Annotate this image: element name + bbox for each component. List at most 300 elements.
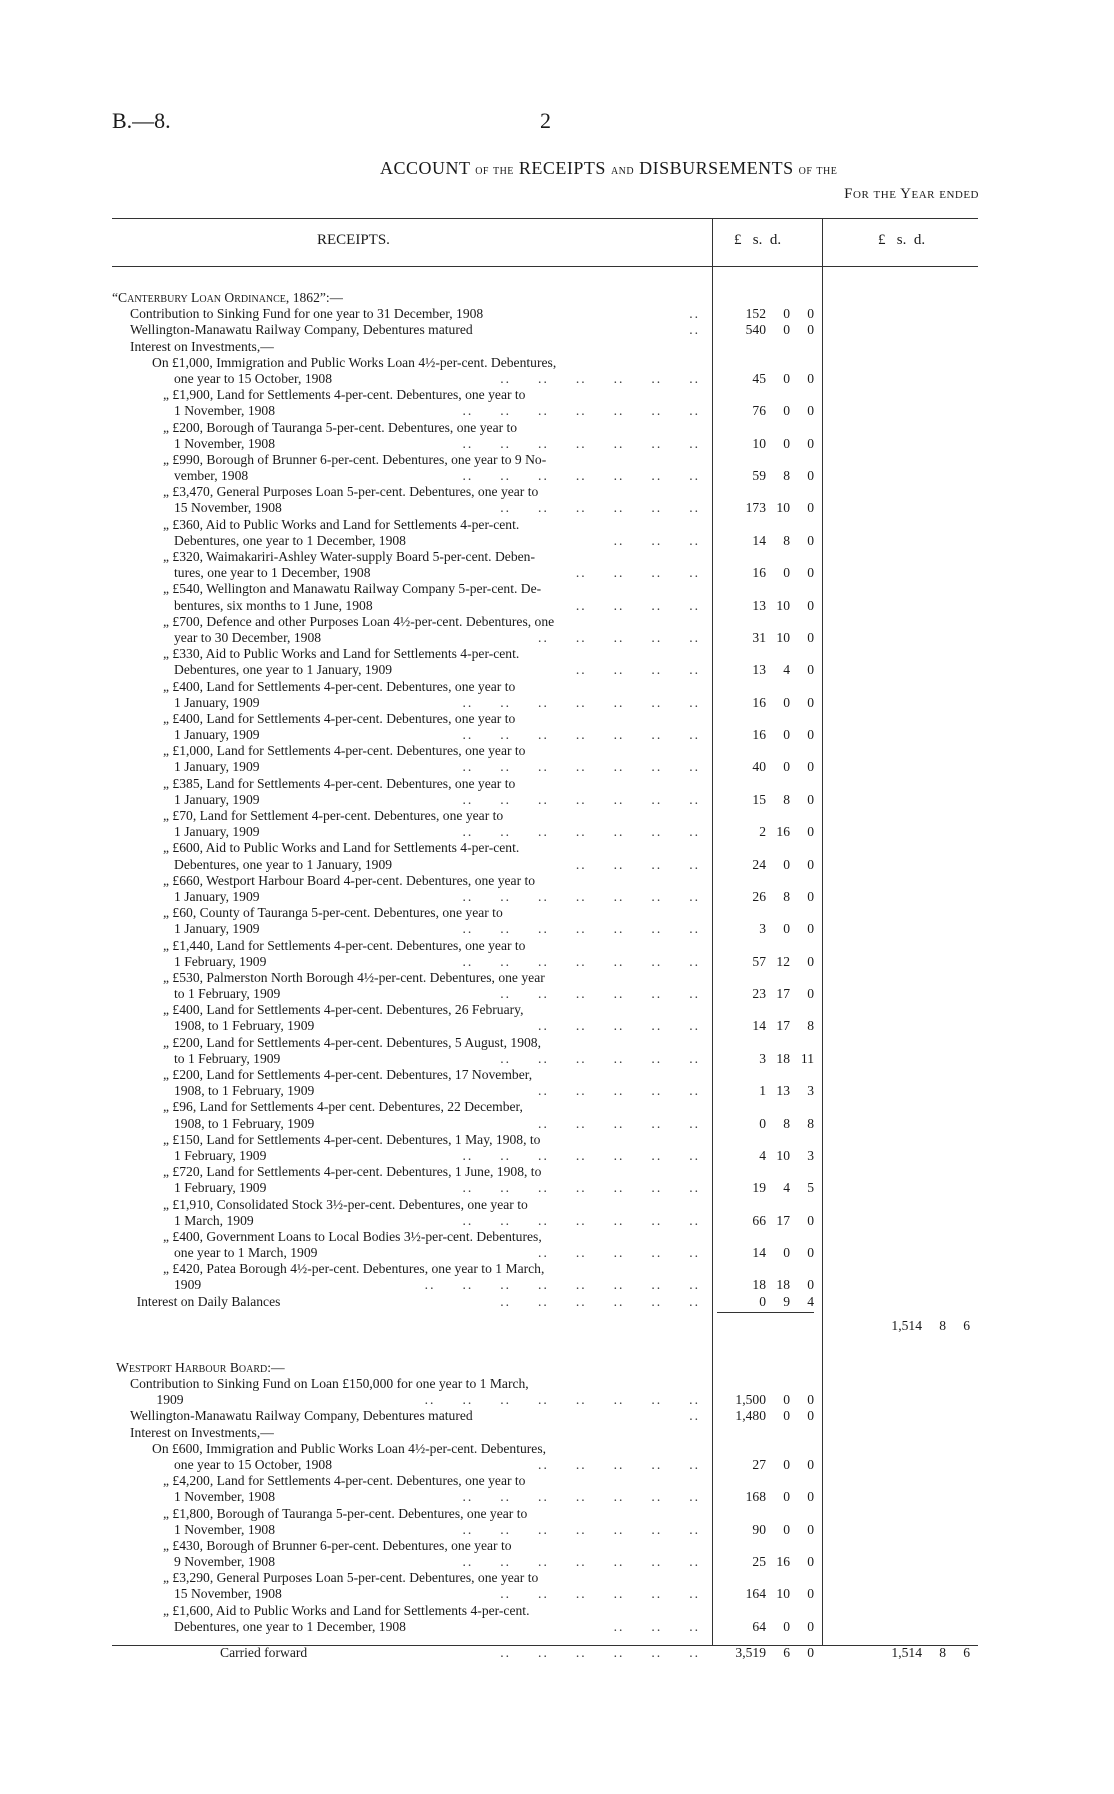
section-heading-text: “Canterbury Loan Ordinance, 1862”:— — [112, 290, 344, 305]
leader-dots: .. — [689, 306, 700, 322]
amount-pounds: 23 — [752, 986, 766, 1002]
amount — [717, 1180, 814, 1196]
leader-dots: .. .. .. .. — [575, 597, 700, 613]
ledger-row — [112, 1586, 978, 1602]
amount-shillings: 0 — [783, 1618, 790, 1634]
ledger-row-description — [174, 1554, 708, 1570]
amount-pounds: 40 — [752, 759, 766, 775]
ledger-row-description — [163, 646, 708, 662]
ledger-row-text: year to 30 December, 1908 — [174, 629, 322, 645]
amount-shillings: 0 — [783, 403, 790, 419]
amount-shillings: 0 — [783, 727, 790, 743]
page-number: 2 — [540, 108, 551, 133]
ledger-row — [112, 1554, 978, 1570]
ledger-row-text: „ £60, County of Tauranga 5-per-cent. Debentures, one year to — [163, 905, 503, 921]
leader-dots: .. — [689, 1408, 700, 1424]
amount-shillings: 8 — [783, 888, 790, 904]
leader-dots: .. .. .. .. .. .. .. — [462, 1489, 700, 1505]
amount — [717, 306, 814, 322]
ledger-row — [112, 808, 978, 824]
leader-dots: .. .. .. — [613, 532, 700, 548]
amount-pounds: 16 — [752, 694, 766, 710]
receipts-table — [112, 218, 978, 1660]
ledger-row — [112, 1067, 978, 1083]
leader-dots: .. .. .. .. .. .. — [500, 1586, 700, 1602]
ledger-row-description — [163, 484, 708, 500]
amount-pence: 0 — [807, 1392, 814, 1408]
ledger-row — [112, 662, 978, 678]
leader-dots: .. .. .. .. .. .. .. — [462, 694, 700, 710]
ledger-row — [112, 549, 978, 565]
amount-pence: 0 — [807, 597, 814, 613]
amount-pounds: 1,480 — [735, 1408, 766, 1424]
ledger-row-text: „ £700, Defence and other Purposes Loan 4½-per-cent. Debentures, one — [163, 613, 555, 629]
ledger-row-text: Contribution to Sinking Fund for one year to 31 December, 1908 — [130, 306, 484, 322]
amount-pence: 11 — [800, 1050, 814, 1066]
amount-pence: 0 — [807, 1245, 814, 1261]
amount-pounds: 19 — [752, 1180, 766, 1196]
leader-dots: .. .. .. .. .. — [538, 1018, 700, 1034]
ledger-row-text: Contribution to Sinking Fund on Loan £150,000 for one year to 1 March, — [130, 1376, 529, 1391]
ledger-row — [112, 387, 978, 403]
ledger-row-description — [163, 1570, 708, 1586]
ledger-row-description — [163, 1603, 708, 1619]
leader-dots: .. .. .. .. .. .. .. — [462, 1554, 700, 1570]
amount-pence: 0 — [807, 856, 814, 872]
ledger-row-text: 1909 — [174, 1277, 202, 1293]
carried-forward-amount — [717, 1645, 814, 1661]
amount-pounds: 13 — [752, 597, 766, 613]
leader-dots: .. — [689, 322, 700, 338]
ledger-row-description — [174, 921, 708, 937]
ledger-row-description — [174, 695, 708, 711]
amount — [717, 1213, 814, 1229]
amount-pence: 5 — [807, 1180, 814, 1196]
ledger-row-text: 1 January, 1909 — [174, 888, 260, 904]
amount-pounds: 13 — [752, 662, 766, 678]
amount-shillings: 16 — [776, 824, 790, 840]
ledger-row-text: „ £385, Land for Settlements 4-per-cent. Debentures, one year to — [163, 775, 516, 791]
ledger-row-text: „ £1,910, Consolidated Stock 3½-per-cent. Debentures, one year to — [163, 1196, 528, 1212]
amount-pence: 0 — [807, 468, 814, 484]
amount-pounds: 168 — [745, 1489, 766, 1505]
amount-pounds: 0 — [759, 1293, 766, 1309]
carried-forward-total — [848, 1645, 970, 1661]
amount-pounds: 14 — [752, 1245, 766, 1261]
amount-pence: 0 — [807, 306, 814, 322]
spacer — [112, 1336, 978, 1360]
total-column-header: £ s. d. — [878, 232, 926, 248]
amount — [717, 1245, 814, 1261]
leader-dots: .. .. .. .. .. .. — [500, 1050, 700, 1066]
amount-pence: 8 — [807, 1018, 814, 1034]
ledger-row-description — [163, 1035, 708, 1051]
amount-shillings: 17 — [776, 1018, 790, 1034]
leader-dots: .. .. .. .. .. .. .. — [462, 824, 700, 840]
ledger-row — [112, 322, 978, 338]
ledger-row-description — [174, 1116, 708, 1132]
carried-forward-total-pounds: 1,514 — [891, 1645, 922, 1660]
ledger-row-text: one year to 15 October, 1908 — [174, 370, 333, 386]
leader-dots: .. .. .. .. .. .. .. — [462, 468, 700, 484]
ledger-row — [112, 1570, 978, 1586]
ledger-row-description — [174, 598, 708, 614]
amount-pence: 0 — [807, 791, 814, 807]
section-total — [848, 1318, 970, 1334]
ledger-row — [112, 1261, 978, 1277]
amount-pence: 0 — [807, 1521, 814, 1537]
leader-dots: .. .. .. .. .. .. — [500, 986, 700, 1002]
amount-pence: 0 — [807, 1277, 814, 1293]
ledger-row — [112, 711, 978, 727]
ledger-row-description — [174, 436, 708, 452]
amount-pounds: 15 — [752, 791, 766, 807]
leader-dots: .. .. .. .. — [575, 565, 700, 581]
table-header-rule — [112, 266, 978, 267]
ledger-row — [112, 679, 978, 695]
amount — [717, 533, 814, 549]
ledger-row — [112, 970, 978, 986]
ledger-row-description — [174, 533, 708, 549]
ledger-row-description — [130, 1376, 708, 1392]
ledger-row — [112, 517, 978, 533]
ledger-row-description — [174, 1180, 708, 1196]
carried-forward-amount-pence: 0 — [807, 1645, 814, 1660]
amount-pence: 0 — [807, 694, 814, 710]
ledger-row — [112, 1229, 978, 1245]
amount-shillings: 0 — [783, 306, 790, 322]
document-reference: B.—8. — [112, 108, 171, 133]
ledger-row — [112, 1245, 978, 1261]
ledger-row — [112, 598, 978, 614]
amount-shillings: 8 — [783, 468, 790, 484]
ledger-row-text: 1 January, 1909 — [174, 759, 260, 775]
ledger-row — [112, 468, 978, 484]
amount-shillings: 4 — [783, 1180, 790, 1196]
amount — [717, 1051, 814, 1067]
ledger-row-text: „ £96, Land for Settlements 4-per cent. Debentures, 22 December, — [163, 1099, 523, 1115]
ledger-row — [112, 371, 978, 387]
ledger-row-text: „ £720, Land for Settlements 4-per-cent. Debentures, 1 June, 1908, to — [163, 1164, 542, 1180]
ledger-row — [112, 1083, 978, 1099]
amount-pounds: 2 — [759, 824, 766, 840]
leader-dots: .. .. .. .. .. — [538, 1245, 700, 1261]
ledger-row-text: 1 November, 1908 — [174, 1489, 276, 1505]
amount-pounds: 31 — [752, 629, 766, 645]
ledger-row-description — [163, 711, 708, 727]
ledger-row-text: one year to 1 March, 1909 — [174, 1245, 318, 1261]
ledger-row-description — [174, 759, 708, 775]
ledger-row — [112, 1457, 978, 1473]
amount-shillings: 18 — [776, 1050, 790, 1066]
amount-pence: 0 — [807, 662, 814, 678]
amount — [717, 500, 814, 516]
carried-forward-total-pence: 6 — [963, 1645, 970, 1660]
ledger-row-description — [174, 1457, 708, 1473]
ledger-row-text: „ £3,470, General Purposes Loan 5-per-cent. Debentures, one year to — [163, 484, 539, 500]
ledger-row — [112, 1002, 978, 1018]
subtotal-row — [112, 1310, 978, 1336]
amount-pence: 0 — [807, 322, 814, 338]
amount-shillings: 9 — [783, 1293, 790, 1309]
ledger-row — [112, 1294, 978, 1310]
ledger-row-description — [174, 1619, 708, 1635]
amount-pence: 0 — [807, 1489, 814, 1505]
ledger-row — [112, 1538, 978, 1554]
amount — [717, 921, 814, 937]
ledger-row-description — [163, 517, 708, 533]
ledger-row-text: 1909 — [156, 1392, 184, 1408]
ledger-row-description — [130, 339, 708, 355]
ledger-row-description — [152, 355, 708, 371]
amount — [717, 630, 814, 646]
amount — [717, 695, 814, 711]
ledger-row-description — [174, 1213, 708, 1229]
amount — [717, 322, 814, 338]
leader-dots: .. .. .. .. .. .. .. — [462, 921, 700, 937]
ledger-row-description — [174, 954, 708, 970]
ledger-row — [112, 743, 978, 759]
ledger-row — [112, 1277, 978, 1293]
leader-dots: .. .. .. .. .. .. — [500, 500, 700, 516]
ledger-row-description — [163, 1229, 708, 1245]
ledger-row — [112, 646, 978, 662]
ledger-row-text: „ £540, Wellington and Manawatu Railway Company 5-per-cent. De- — [163, 581, 542, 597]
ledger-row-text: „ £1,440, Land for Settlements 4-per-cent. Debentures, one year to — [163, 937, 526, 953]
ledger-row-description — [163, 420, 708, 436]
ledger-row-description — [156, 1392, 708, 1408]
amount-pounds: 540 — [745, 322, 766, 338]
amount-shillings: 10 — [776, 1147, 790, 1163]
amount-shillings: 0 — [783, 322, 790, 338]
amount-pence: 0 — [807, 1212, 814, 1228]
ledger-row-text: „ £320, Waimakariri-Ashley Water-supply Board 5-per-cent. Deben- — [163, 549, 535, 564]
ledger-row-text: 1 January, 1909 — [174, 694, 260, 710]
amount-shillings: 0 — [783, 1521, 790, 1537]
amount-pounds: 4 — [759, 1147, 766, 1163]
amount — [717, 857, 814, 873]
ledger-row — [112, 565, 978, 581]
ledger-row-text: „ £200, Land for Settlements 4-per-cent. Debentures, 5 August, 1908, — [163, 1034, 541, 1050]
amount — [717, 565, 814, 581]
amount-pounds: 24 — [752, 856, 766, 872]
amount — [717, 1554, 814, 1570]
amount-shillings: 0 — [783, 759, 790, 775]
amount — [717, 727, 814, 743]
ledger-row-text: 1 January, 1909 — [174, 921, 260, 937]
amount-pounds: 26 — [752, 888, 766, 904]
ledger-row-text: „ £150, Land for Settlements 4-per-cent. Debentures, 1 May, 1908, to — [163, 1131, 541, 1147]
ledger-row-description — [163, 743, 708, 759]
ledger-row-text: On £1,000, Immigration and Public Works Loan 4½-per-cent. Debentures, — [152, 354, 557, 370]
amount-pence: 0 — [807, 1586, 814, 1602]
ledger-row-description — [174, 1083, 708, 1099]
ledger-row-description — [174, 1489, 708, 1505]
amount-shillings: 10 — [776, 597, 790, 613]
ledger-row — [112, 954, 978, 970]
carried-forward-total-shillings: 8 — [939, 1645, 946, 1660]
ledger-row-text: 1908, to 1 February, 1909 — [174, 1018, 315, 1034]
ledger-row-text: Interest on Investments,— — [130, 338, 274, 354]
amount — [717, 986, 814, 1002]
ledger-row-description — [174, 371, 708, 387]
amount — [717, 1083, 814, 1099]
amount — [717, 403, 814, 419]
amount — [717, 824, 814, 840]
amount-pounds: 25 — [752, 1554, 766, 1570]
amount-pence: 0 — [807, 565, 814, 581]
ledger-row — [112, 1164, 978, 1180]
ledger-row-text: „ £1,900, Land for Settlements 4-per-cent. Debentures, one year to — [163, 387, 526, 403]
ledger-row — [112, 1213, 978, 1229]
leader-dots: .. .. .. .. .. .. .. — [462, 403, 700, 419]
ledger-row-description — [174, 824, 708, 840]
ledger-row — [112, 840, 978, 856]
amount-pounds: 27 — [752, 1456, 766, 1472]
leader-dots: .. .. .. — [613, 1618, 700, 1634]
ledger-row — [112, 1489, 978, 1505]
leader-dots: .. .. .. .. .. .. — [500, 1645, 700, 1660]
ledger-row-text: bentures, six months to 1 June, 1908 — [174, 597, 373, 613]
ledger-row-text: Debentures, one year to 1 January, 1909 — [174, 856, 393, 872]
ledger-row-text: „ £400, Land for Settlements 4-per-cent. Debentures, 26 February, — [163, 1002, 524, 1018]
ledger-row — [112, 1148, 978, 1164]
amount-pounds: 173 — [745, 500, 766, 516]
amount-shillings: 0 — [783, 1456, 790, 1472]
ledger-row-description — [174, 1148, 708, 1164]
ledger-row — [112, 355, 978, 371]
ledger-row — [112, 500, 978, 516]
ledger-row — [112, 436, 978, 452]
amount — [717, 1522, 814, 1538]
amount — [717, 1408, 814, 1424]
amount-shillings: 0 — [783, 1489, 790, 1505]
ledger-row — [112, 1425, 978, 1441]
carried-forward-label — [220, 1645, 708, 1661]
ledger-row — [112, 873, 978, 889]
ledger-row-description — [174, 727, 708, 743]
ledger-row — [112, 484, 978, 500]
ledger-row-description — [163, 1473, 708, 1489]
ledger-row — [112, 1473, 978, 1489]
ledger-row-description — [174, 792, 708, 808]
ledger-row-text: „ £200, Borough of Tauranga 5-per-cent. Debentures, one year to — [163, 419, 518, 435]
ledger-row-description — [163, 1002, 708, 1018]
amount — [717, 1392, 814, 1408]
ledger-row-description — [163, 905, 708, 921]
ledger-row-description — [163, 452, 708, 468]
leader-dots: .. .. .. .. .. .. .. — [462, 953, 700, 969]
ledger-row — [112, 1018, 978, 1034]
amount-pounds: 10 — [752, 435, 766, 451]
amount-shillings: 0 — [783, 1408, 790, 1424]
amount-shillings: 0 — [783, 694, 790, 710]
ledger-row-description — [130, 1425, 708, 1441]
amount — [717, 792, 814, 808]
ledger-row-description — [174, 1586, 708, 1602]
amount — [717, 662, 814, 678]
ledger-row — [112, 1051, 978, 1067]
ledger-row-text: 1 February, 1909 — [174, 953, 267, 969]
amount-pounds: 66 — [752, 1212, 766, 1228]
section-total-pounds: 1,514 — [891, 1317, 922, 1333]
amount-pence: 0 — [807, 500, 814, 516]
amount-shillings: 17 — [776, 1212, 790, 1228]
amount-pounds: 76 — [752, 403, 766, 419]
ledger-row-text: On £600, Immigration and Public Works Loan 4½-per-cent. Debentures, — [152, 1440, 547, 1456]
amount-pence: 0 — [807, 953, 814, 969]
amount-pounds: 45 — [752, 370, 766, 386]
amount-shillings: 0 — [783, 856, 790, 872]
amount — [717, 1294, 814, 1310]
ledger-row-description — [163, 970, 708, 986]
subtotal-rule-line — [717, 1312, 814, 1313]
amount-pounds: 90 — [752, 1521, 766, 1537]
ledger-row-description — [174, 857, 708, 873]
amount-pence: 0 — [807, 759, 814, 775]
leader-dots: .. .. .. .. .. .. .. .. — [424, 1392, 700, 1408]
leader-dots: .. .. .. .. .. .. .. — [462, 1521, 700, 1537]
ledger-row — [112, 1035, 978, 1051]
ledger-row — [112, 792, 978, 808]
ledger-row-text: Interest on Daily Balances — [136, 1293, 281, 1309]
ledger-row — [112, 614, 978, 630]
ledger-row — [112, 1441, 978, 1457]
ledger-row-text: 1 November, 1908 — [174, 403, 276, 419]
ledger-row-text: „ £400, Government Loans to Local Bodies 3½-per-cent. Debentures, — [163, 1228, 542, 1244]
amount — [717, 598, 814, 614]
carried-forward-amount-shillings: 6 — [783, 1645, 790, 1660]
ledger-row — [112, 581, 978, 597]
ledger-row — [112, 889, 978, 905]
amount-pounds: 14 — [752, 532, 766, 548]
ledger-row-text: „ £1,000, Land for Settlements 4-per-cent. Debentures, one year to — [163, 743, 526, 759]
leader-dots: .. .. .. .. .. — [538, 1115, 700, 1131]
page-title: ACCOUNT of the RECEIPTS and DISBURSEMENTS of the — [380, 158, 838, 178]
ledger-row-text: „ £400, Land for Settlements 4-per-cent. Debentures, one year to — [163, 678, 516, 694]
amount-pounds: 1 — [759, 1083, 766, 1099]
ledger-row-description — [130, 322, 708, 338]
ledger-row-description — [163, 387, 708, 403]
ledger-row-description — [163, 614, 708, 630]
amount-pounds: 16 — [752, 727, 766, 743]
leader-dots: .. .. .. .. .. .. .. — [462, 1180, 700, 1196]
amount-pence: 0 — [807, 727, 814, 743]
ledger-row-description — [163, 938, 708, 954]
ledger-row-text: „ £4,200, Land for Settlements 4-per-cent. Debentures, one year to — [163, 1473, 526, 1489]
leader-dots: .. .. .. .. .. .. .. — [462, 727, 700, 743]
spacer — [112, 1635, 978, 1645]
ledger-row-description — [174, 662, 708, 678]
ledger-row — [112, 1619, 978, 1635]
ledger-row — [112, 857, 978, 873]
amount-pence: 0 — [807, 629, 814, 645]
amount-shillings: 12 — [776, 953, 790, 969]
amount-pounds: 14 — [752, 1018, 766, 1034]
ledger-row-description — [130, 306, 708, 322]
leader-dots: .. .. .. .. .. .. — [500, 1293, 700, 1309]
ledger-row-text: 1 February, 1909 — [174, 1180, 267, 1196]
amount-pounds: 3 — [759, 1050, 766, 1066]
carried-forward-amount-pounds: 3,519 — [735, 1645, 766, 1660]
leader-dots: .. .. .. .. .. .. .. .. — [424, 1277, 700, 1293]
section-heading — [112, 1360, 978, 1376]
amount-shillings: 0 — [783, 921, 790, 937]
amount-shillings: 8 — [783, 791, 790, 807]
ledger-row — [112, 824, 978, 840]
amount-pence: 0 — [807, 921, 814, 937]
amount — [717, 1018, 814, 1034]
